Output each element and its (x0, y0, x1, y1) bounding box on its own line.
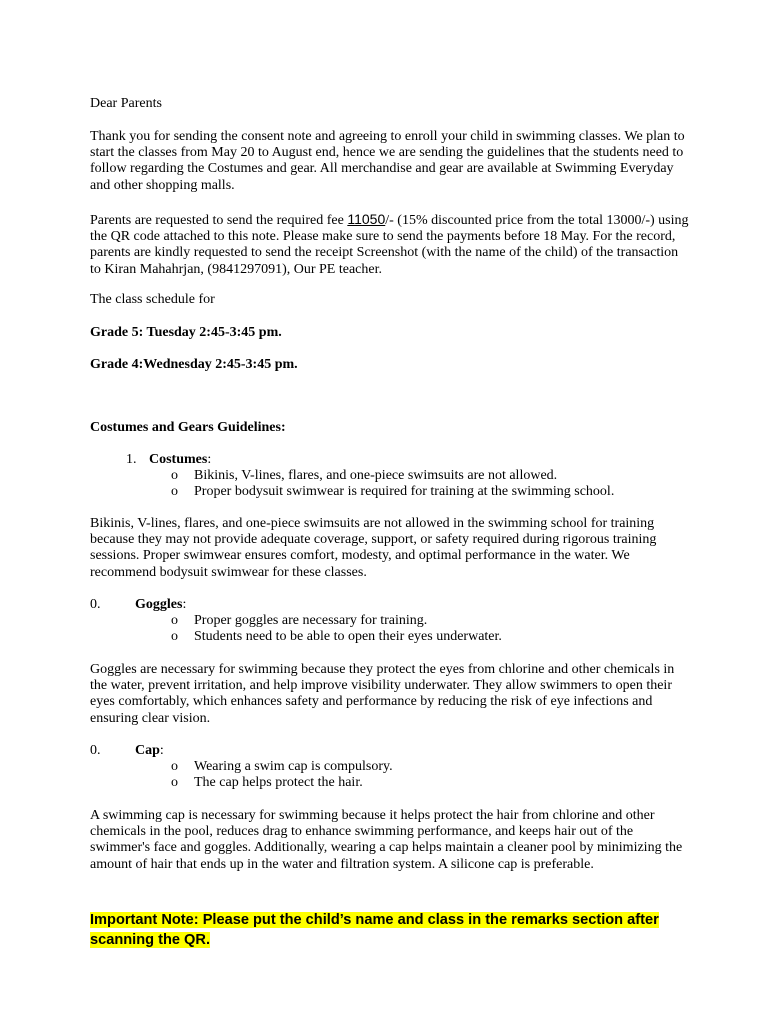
bullet-marker: o (171, 629, 178, 645)
bullet-marker: o (171, 468, 178, 483)
section-title: Costumes (149, 452, 208, 467)
section-title: Cap (135, 743, 160, 758)
section-number: 0. (90, 743, 101, 758)
list-item: o The cap helps protect the hair. (171, 775, 363, 791)
list-item: o Bikinis, V-lines, flares, and one-piece swimsuits are not allowed. (171, 468, 558, 483)
goggles-paragraph: Goggles are necessary for swimming because they protect the eyes from chlorine and other chemicals in the water, prevent irritation, and help improve visibility underwater. They allow swimmers to open their eyes comfortably, which enhances safety and performance by reducing the risk of eye infections and ensuring clear vision. (90, 662, 675, 726)
list-item: o Students need to be able to open their eyes underwater. (171, 629, 502, 645)
schedule-intro: The class schedule for (90, 292, 215, 307)
bullet-marker: o (171, 775, 178, 791)
section-number: 1. (126, 452, 137, 467)
guidelines-heading: Costumes and Gears Guidelines: (90, 420, 286, 435)
list-item: o Proper bodysuit swimwear is required for training at the swimming school. (171, 484, 615, 500)
schedule-grade-4: Grade 4:Wednesday 2:45-3:45 pm. (90, 357, 298, 372)
greeting: Dear Parents (90, 96, 162, 111)
list-item: o Wearing a swim cap is compulsory. (171, 759, 393, 774)
fee-amount: 11050 (347, 211, 386, 227)
fee-paragraph (90, 211, 690, 278)
section-number: 0. (90, 597, 101, 612)
schedule-grade-5: Grade 5: Tuesday 2:45-3:45 pm. (90, 325, 282, 340)
important-note-highlight: Important Note: Please put the child’s name and class in the remarks section after scanning the QR. (90, 912, 659, 948)
letter-page: Dear Parents Thank you for sending the consent note and agreeing to enroll your child in swimming classes. We plan to start the classes from May 20 to August end, hence we are sending the guidelines that the students need to follow regarding the Costumes and gear. All merchandise and gear are available at Swimming Everyday and other shopping malls. Parents are requested to send the required fee 11050/- (15% discounted price from the total 13000/-) using the QR code attached to this note. Please make sure to send the payments before 18 May. For the record, parents are kindly requested to send the receipt Screenshot (with the name of the child) of the transaction to Kiran Mahahrjan, (9841297091), Our PE teacher. The class schedule for Grade 5: Tuesday 2:45-3:45 pm. Grade 4:Wednesday 2:45-3:45 pm. Costumes and Gears Guidelines: 1. Costumes: o Bikinis, V-lines, flares, and one-piece swimsuits are not allowed. o Proper bodysuit swimwear is required for training at the swimming school. Bikinis, V-lines, flares, and one-piece swimsuits are not allowed in the swimming school for training because they may not provide adequate coverage, support, or safety required during rigorous training sessions. Proper swimwear ensures comfort, modesty, and optimal performance in the water. We recommend bodysuit swimwear for these classes. 0. Goggles: o Proper goggles are necessary for training. o Students need to be able to open their eyes underwater. Goggles are necessary for swimming because they protect the eyes from chlorine and other chemicals in the water, prevent irritation, and help improve visibility underwater. They allow swimmers to open their eyes comfortably, which enhances safety and performance by reducing the risk of eye infections and ensuring clear vision. 0. Cap: o Wearing a swim cap is compulsory. o The cap helps protect the hair. A swimming cap is necessary for swimming because it helps protect the hair from chlorine and other chemicals in the pool, reduces drag to enhance swimming performance, and keeps hair out of the swimmer's face and goggles. Additionally, wearing a cap helps maintain a cleaner pool by minimizing the amount of hair that ends up in the water and filtration system. A silicone cap is preferable. Important Note: Please put the child’s name and class in the remarks section after scanning the QR. (0, 0, 768, 1024)
costumes-paragraph: Bikinis, V-lines, flares, and one-piece swimsuits are not allowed in the swimming school for training because they may not provide adequate coverage, support, or safety required during rigorous training sessions. Proper swimwear ensures comfort, modesty, and optimal performance in the water. We recommend bodysuit swimwear for these classes. (90, 516, 657, 580)
intro-paragraph: Thank you for sending the consent note and agreeing to enroll your child in swimming classes. We plan to start the classes from May 20 to August end, hence we are sending the guidelines that the students need to follow regarding the Costumes and gear. All merchandise and gear are available at Swimming Everyday and other shopping malls. (90, 129, 685, 193)
fee-text-after: /- (15% discounted price from the total 13000/-) using the QR code attached to this note. Please make sure to send the payments before 18 May. For the record, parents are kindly requested to send the receipt Screenshot (with the name of the child) of the transaction to Kiran Mahahrjan, (9841297091), Our PE teacher. (90, 213, 689, 277)
section-title: Goggles (135, 597, 183, 612)
cap-paragraph: A swimming cap is necessary for swimming because it helps protect the hair from chlorine and other chemicals in the pool, reduces drag to enhance swimming performance, and keeps hair out of the swimmer's face and goggles. Additionally, wearing a cap helps maintain a cleaner pool by minimizing the amount of hair that ends up in the water and filtration system. A silicone cap is preferable. (90, 808, 683, 872)
bullet-marker: o (171, 484, 178, 500)
goggles-bullet-list (171, 613, 731, 645)
important-note (90, 911, 690, 950)
bullet-marker: o (171, 759, 178, 774)
list-item: o Proper goggles are necessary for training. (171, 613, 428, 628)
cap-bullet-list (171, 759, 731, 791)
fee-text-before: Parents are requested to send the required fee (90, 213, 348, 228)
costumes-bullet-list (171, 468, 731, 500)
bullet-marker: o (171, 613, 178, 628)
